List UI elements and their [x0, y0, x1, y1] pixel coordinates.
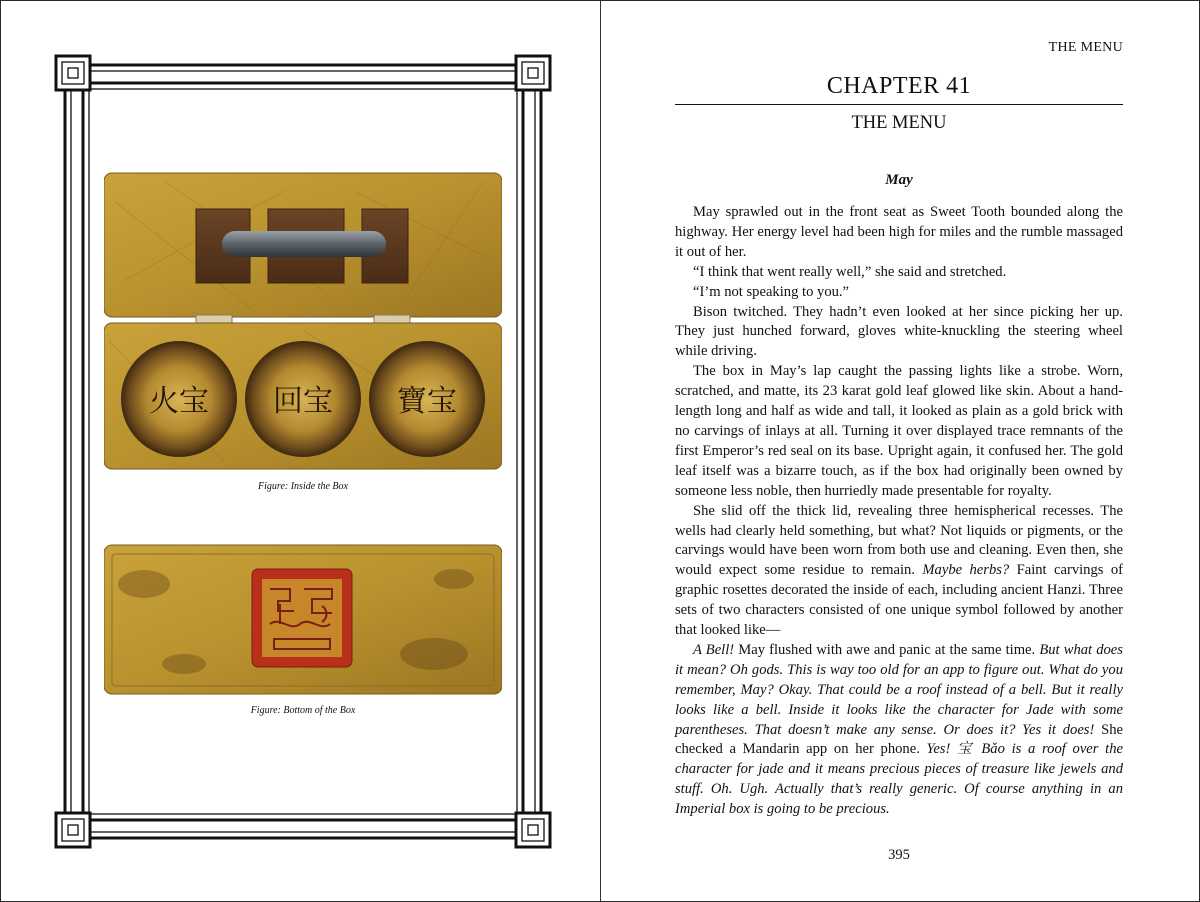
- frame-corner-top-right: [516, 56, 550, 90]
- paragraph: May sprawled out in the front seat as Sweet Tooth bounded along the highway. Her energy level had been high for miles and the rumble massaged it out of her.: [675, 204, 1123, 260]
- paragraph: “I think that went really well,” she said and stretched.: [693, 263, 1007, 280]
- paragraph: A Bell! May flushed with awe and panic at the same time. But what does it mean? Oh gods. This is way too old for an app to figure out. What do you remember, May? Okay. That could be a roof instead of a bell. But it really looks like a bell. Inside it looks like the character for Jade with some parentheses. That doesn’t make any sense. Or does it? Yes it does! She checked a Mandarin app on her phone. Yes! 宝 Bǎo is a roof over the character for jade and it means precious pieces of treasure like jewels and stuff. Oh. Ugh. Actually that’s really generic. Of course anything in an Imperial box is going to be precious.: [675, 641, 1123, 818]
- paragraph: The box in May’s lap caught the passing lights like a strobe. Worn, scratched, and matte, its 23 karat gold leaf glowed like skin. About a hand-length long and half as wide and tall, it looked as plain as a gold brick with no carvings of inlays at all. Turning it over displayed trace remnants of the first Emperor’s red seal on its base. Upright again, it confused her. The gold leaf itself was a bizarre touch, as if the box had originally been owned by someone less noble, then hurriedly made presentable for royalty.: [675, 363, 1123, 499]
- box-bottom-illustration: [104, 544, 502, 696]
- frame-corner-bottom-right: [516, 813, 550, 847]
- running-head: THE MENU: [1048, 40, 1123, 55]
- box-interior-illustration: [104, 171, 502, 471]
- red-seal: [252, 569, 352, 667]
- page-number: 395: [888, 847, 910, 863]
- chapter-subtitle: THE MENU: [851, 113, 947, 133]
- well-2-glyphs: 回宝: [273, 384, 333, 419]
- paragraph: She slid off the thick lid, revealing three hemispherical recesses. The wells had clearly held something, but what? Not liquids or pigments, or the carvings would have been worn from both use and cleaning. Even then, she would expect some residue to remain. Maybe herbs? Faint carvings of graphic rosettes decorated the inside of each, including ancient Hanzi. Three sets of two characters consisted of one unique symbol followed by another that looked like—: [675, 502, 1123, 639]
- figure-caption-inside: Figure: Inside the Box: [258, 481, 348, 492]
- title-rule: [675, 104, 1123, 105]
- well-1-glyphs: 火宝: [149, 384, 209, 419]
- paragraph: Bison twitched. They hadn’t even looked at her since picking her up. They just hunched forward, gloves white-knuckling the steering wheel while driving.: [675, 303, 1123, 360]
- paragraph: “I’m not speaking to you.”: [693, 283, 850, 300]
- figure-caption-bottom: Figure: Bottom of the Box: [250, 705, 356, 716]
- right-page: [601, 1, 1199, 901]
- pov-heading: May: [885, 172, 913, 188]
- frame-corner-bottom-left: [56, 813, 90, 847]
- well-3-glyphs: 寶宝: [397, 384, 457, 419]
- frame-corner-top-left: [56, 56, 90, 90]
- box-lid: [104, 173, 502, 317]
- lid-pin: [222, 231, 386, 257]
- box-base: [104, 323, 502, 469]
- left-page: [1, 1, 600, 901]
- body-text: [675, 203, 1123, 820]
- chapter-title: CHAPTER 41: [826, 73, 972, 99]
